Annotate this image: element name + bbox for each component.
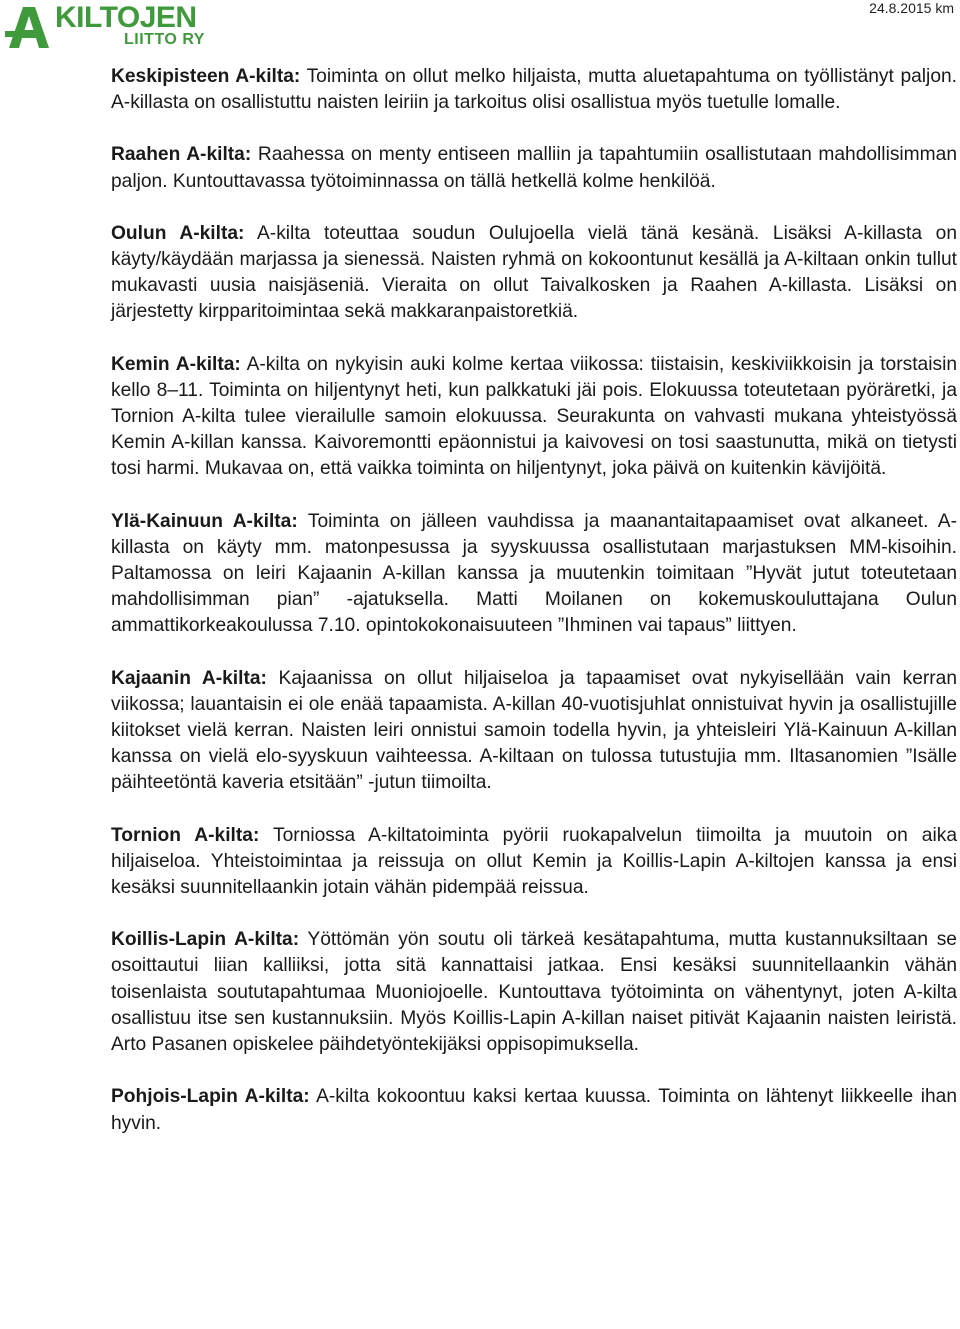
guild-name: Ylä-Kainuun A-kilta: [111, 510, 298, 532]
paragraph-yla-kainuu [111, 509, 957, 640]
paragraph-koillis-lappi [111, 927, 957, 1058]
guild-name: Tornion A-kilta: [111, 824, 260, 846]
document-date: 24.8.2015 km [869, 0, 954, 16]
paragraph-tornio [111, 823, 957, 902]
paragraph-text: A-kilta kokoontuu kaksi kertaa kuussa. Toiminta on lähtenyt liikkeelle ihan hyvin. [111, 1086, 957, 1134]
paragraph-text: Torniossa A-kiltatoiminta pyörii ruokapalvelun tiimoilta ja muutoin on aika hiljaiseloa. Yhteistoimintaa ja reissuja on ollut Kemin ja Koillis-Lapin A-kiltojen kanssa ja ensi kesäksi suunnitellaankin jotain vähän pidempää reissua. [111, 824, 957, 899]
paragraph-kemi [111, 352, 957, 483]
paragraph-raahe [111, 142, 957, 194]
page-header [0, 0, 960, 50]
paragraph-oulu [111, 221, 957, 326]
guild-name: Keskipisteen A-kilta: [111, 66, 301, 87]
paragraph-text: Raahessa on menty entiseen malliin ja tapahtumiin osallistutaan mahdollisimman paljon. Kuntouttavassa työtoiminnassa on tällä hetkellä kolme henkilöä. [111, 144, 957, 192]
guild-name: Pohjois-Lapin A-kilta: [111, 1086, 310, 1108]
logo-text-main: KILTOJEN [55, 1, 197, 34]
logo-text-sub: LIITTO RY [124, 31, 205, 48]
paragraph-text: A-kilta toteuttaa soudun Oulujoella vielä tänä kesänä. Lisäksi A-killasta on käyty/käydään marjassa ja sienessä. Naisten ryhmä on kokoontunut kesällä ja A-kiltaan onkin tullut mukavasti uusia naisjäseniä. Vieraita on ollut Taivalkosken ja Raahen A-killasta. Lisäksi on järjestetty kirpparitoimintaa sekä makkaranpaistoretkiä. [111, 222, 957, 323]
guild-name: Raahen A-kilta: [111, 144, 252, 166]
paragraph-kajaani [111, 666, 957, 797]
paragraph-text: Toiminta on ollut melko hiljaista, mutta aluetapahtuma on työllistänyt paljon. A-killasta on osallistuttu naisten leiriin ja tarkoitus olisi osallistua myös tuetulle lomalle. [111, 66, 957, 114]
guild-name: Oulun A-kilta: [111, 222, 245, 244]
logo-a-mark-icon [5, 5, 53, 49]
paragraph-text: Toiminta on jälleen vauhdissa ja maanantaitapaamiset ovat alkaneet. A-killasta on käyty mm. matonpesussa ja syyskuussa osallistutaan marjastuksen MM-kisoihin. Paltamossa on leiri Kajaanin A-killan kanssa ja muutenkin toimitaan ”Hyvät jutut toteutetaan mahdollisimman pian” -ajatuksella. Matti Moilanen on kokemuskouluttajana Oulun ammattikorkeakoulussa 7.10. opintokokonaisuuteen ”Ihminen vai tapaus” liittyen. [111, 510, 957, 637]
paragraph-pohjois-lappi [111, 1084, 957, 1136]
report-body [111, 64, 957, 1137]
guild-name: Kajaanin A-kilta: [111, 667, 267, 689]
a-kiltojen-liitto-logo [5, 3, 205, 49]
paragraph-text: Yöttömän yön soutu oli tärkeä kesätapahtuma, mutta kustannuksiltaan se osoittautui liian kalliiksi, jotta sitä kannattaisi jatkaa. Ensi kesäksi suunnitellaankin vähän toisenlaista soututapahtumaa Muoniojoelle. Kuntouttava työtoiminta on vähentynyt, joten A-kilta osallistuu itse sen kustannuksiin. Myös Koillis-Lapin A-killan naiset pitivät Kajaanin naisten leiristä. Arto Pasanen opiskelee päihdetyöntekijäksi oppisopimuksella. [111, 929, 957, 1056]
paragraph-text: Kajaanissa on ollut hiljaiseloa ja tapaamiset ovat nykyisellään vain kerran viikossa; lauantaisin ei ole enää tapaamista. A-killan 40-vuotisjuhlat onnistuivat hyvin ja osallistujille kiitokset vielä kerran. Naisten leiri onnistui samoin todella hyvin, ja yhteisleiri Ylä-Kainuun A-killan kanssa on vielä elo-syyskuun vaihteessa. A-kiltaan on tulossa tutustujia mm. Iltasanomien ”Isälle päihteetöntä kaveria etsitään” -jutun tiimoilta. [111, 667, 957, 794]
paragraph-text: A-kilta on nykyisin auki kolme kertaa viikossa: tiistaisin, keskiviikkoisin ja torstaisin kello 8–11. Toiminta on hiljentynyt heti, kun palkkatuki jäi pois. Elokuussa toteutetaan pyöräretki, ja Tornion A-kilta tulee vierailulle samoin elokuussa. Seurakunta on vahvasti mukana yhteistyössä Kemin A-killan kanssa. Kaivoremontti epäonnistui ja kaivovesi on tosi saastunutta, mikä on tietysti tosi harmi. Mukavaa on, että vaikka toiminta on hiljentynyt, joka päivä on kuitenkin kävijöitä. [111, 353, 957, 480]
guild-name: Koillis-Lapin A-kilta: [111, 929, 300, 951]
guild-name: Kemin A-kilta: [111, 353, 241, 375]
paragraph-keskipiste [111, 64, 957, 116]
